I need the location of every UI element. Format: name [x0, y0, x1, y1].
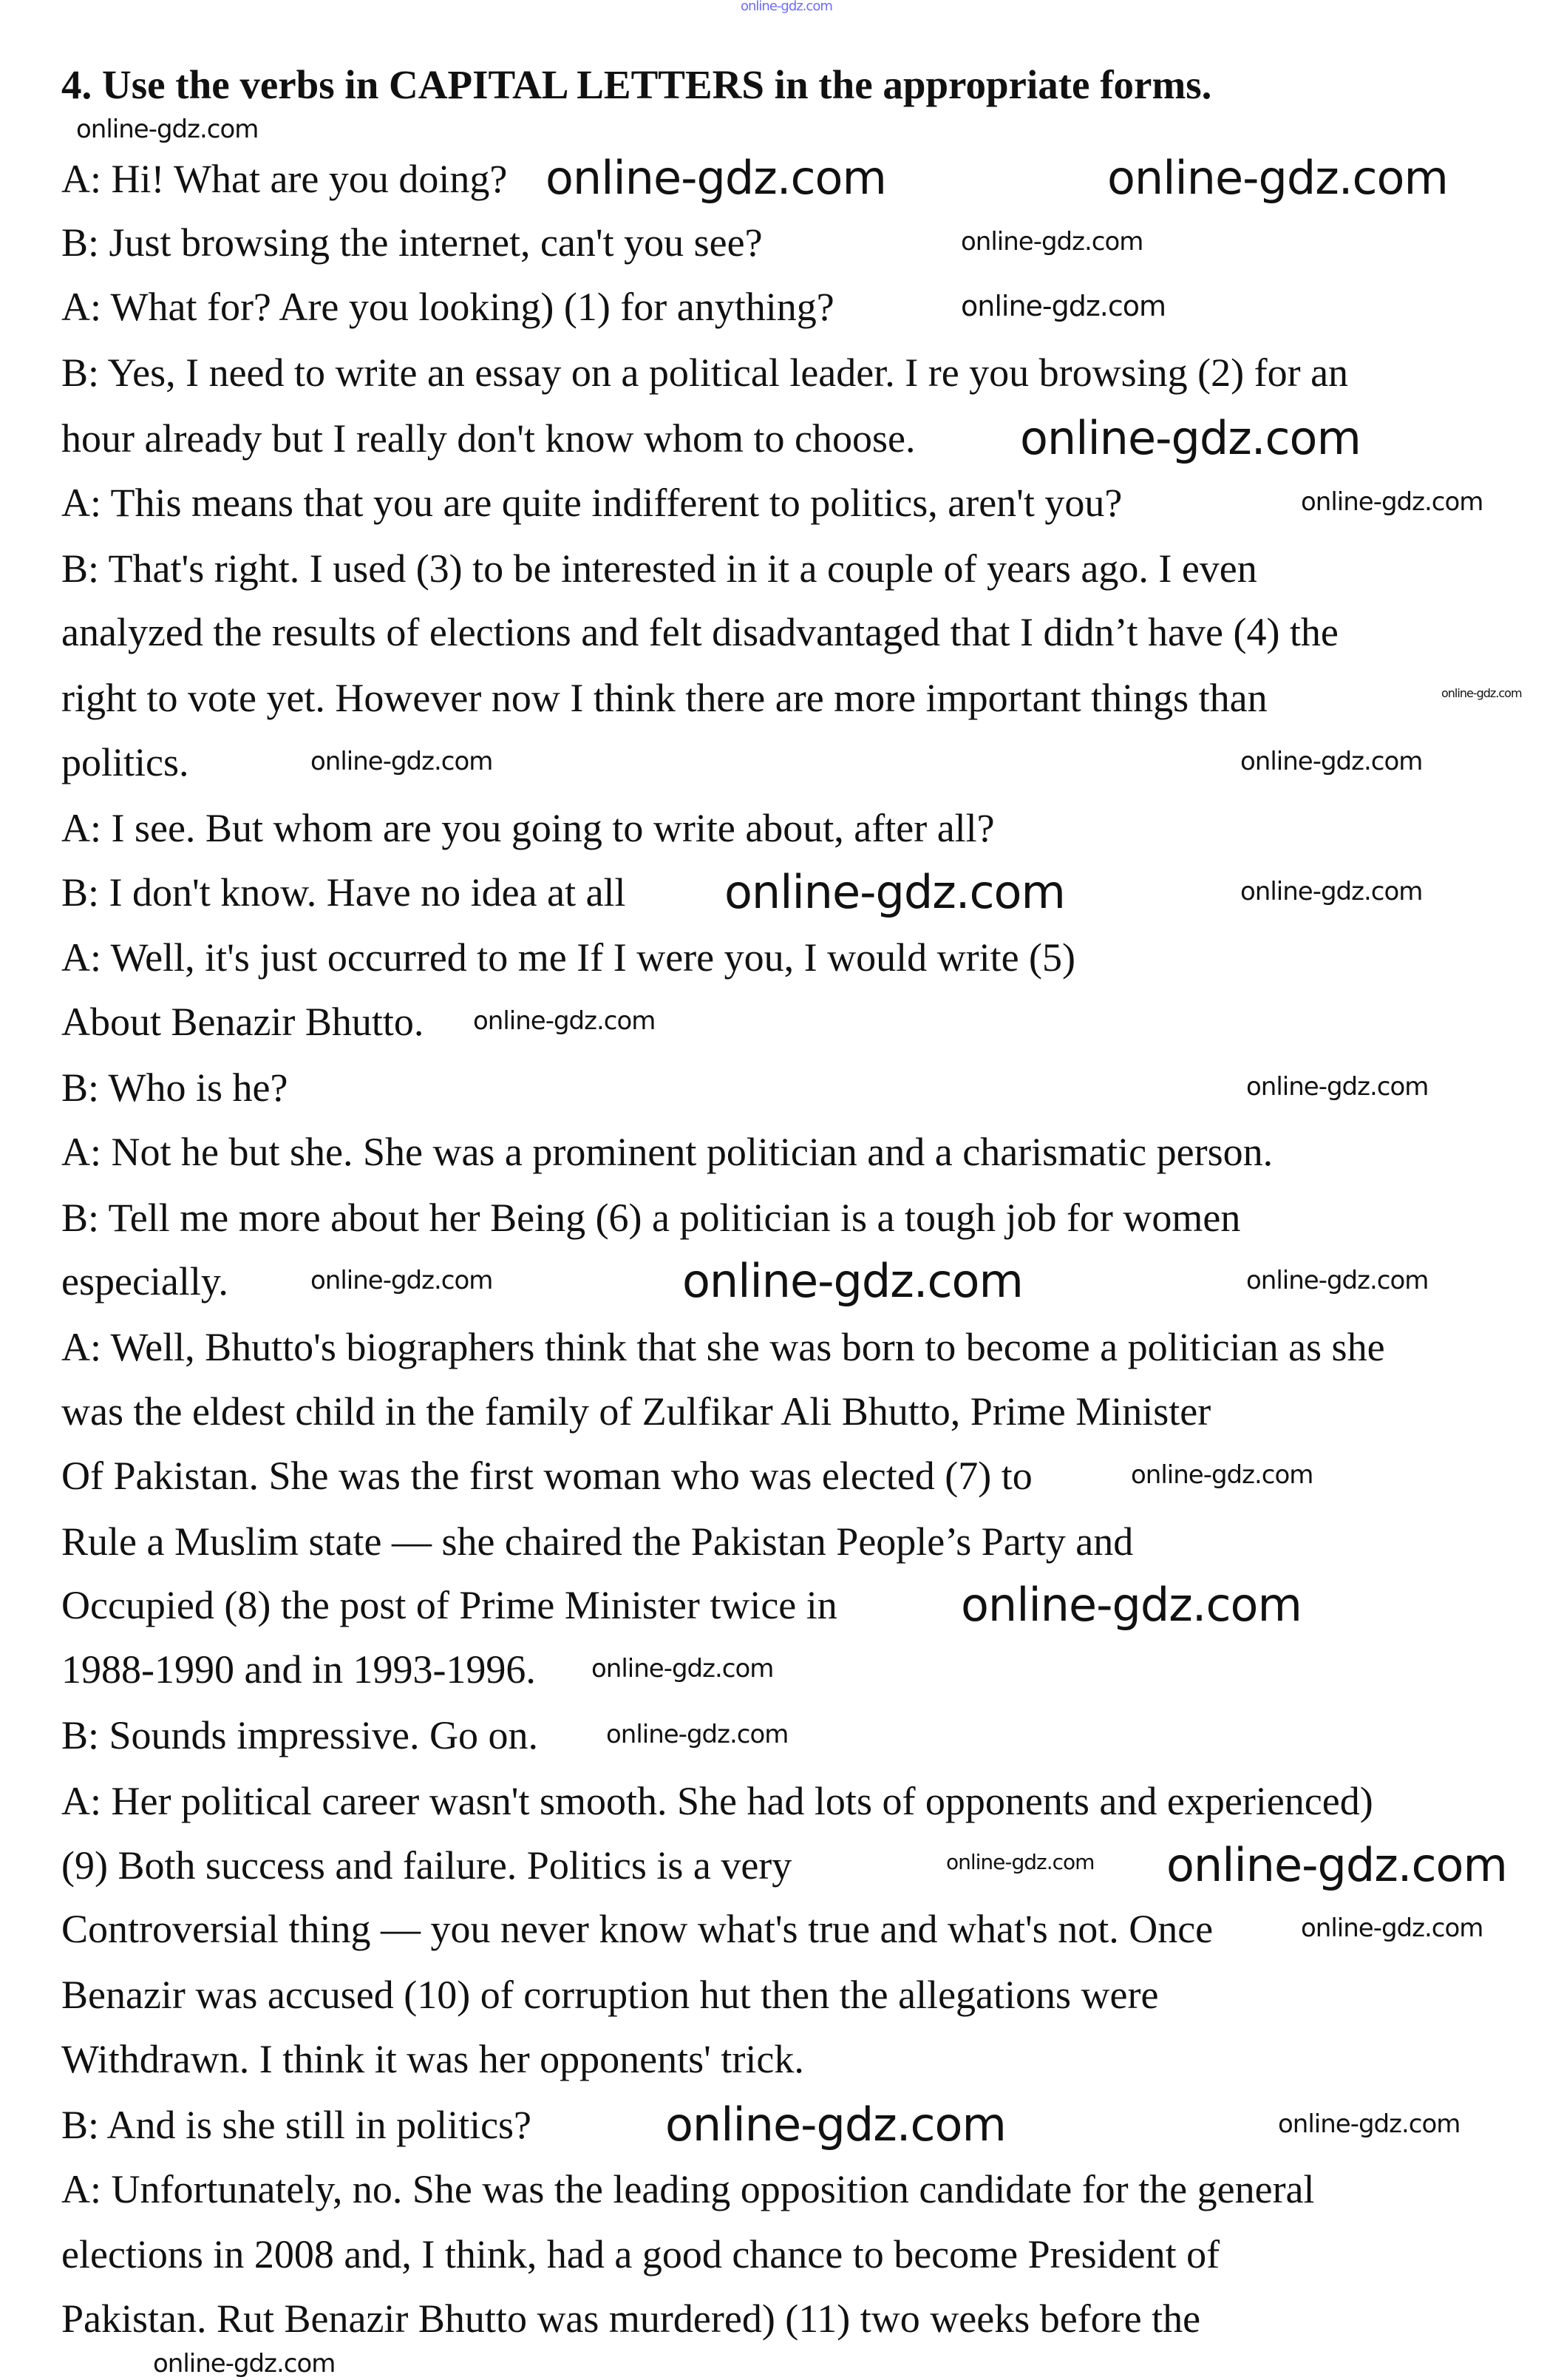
dialogue-line: A: Well, Bhutto's biographers think that she was born to become a politician as she — [61, 1325, 1385, 1369]
dialogue-line: analyzed the results of elections and felt disadvantaged that I didn’t have (4) the — [61, 610, 1339, 654]
dialogue-line: A: Hi! What are you doing? — [61, 157, 508, 201]
dialogue-line: B: Yes, I need to write an essay on a political leader. I re you browsing (2) for an — [61, 350, 1349, 395]
dialogue-line: Occupied (8) the post of Prime Minister twice in — [61, 1583, 837, 1627]
watermark: online-gdz.com — [591, 1654, 774, 1684]
dialogue-line: right to vote yet. However now I think there are more important things than — [61, 676, 1268, 720]
dialogue-line: politics. — [61, 740, 189, 784]
dialogue-line: About Benazir Bhutto. — [61, 1000, 424, 1044]
watermark: online-gdz.com — [961, 227, 1143, 257]
watermark: online-gdz.com — [946, 1850, 1095, 1874]
watermark: online-gdz.com — [1131, 1460, 1313, 1490]
dialogue-line: B: Just browsing the internet, can't you see? — [61, 220, 763, 265]
dialogue-line: B: I don't know. Have no idea at all — [61, 870, 626, 915]
watermark: online-gdz.com — [665, 2098, 1006, 2152]
dialogue-line: Withdrawn. I think it was her opponents' trick. — [61, 2037, 804, 2081]
dialogue-line: A: Well, it's just occurred to me If I were you, I would write (5) — [61, 935, 1076, 980]
watermark: online-gdz.com — [1301, 487, 1483, 517]
dialogue-line: B: Who is he? — [61, 1065, 288, 1110]
dialogue-line: A: This means that you are quite indifferent to politics, aren't you? — [61, 481, 1123, 525]
dialogue-line: B: Sounds impressive. Go on. — [61, 1713, 539, 1757]
watermark: online-gdz.com — [1240, 747, 1423, 776]
dialogue-line: Benazir was accused (10) of corruption hut then the allegations were — [61, 1973, 1159, 2017]
dialogue-line: Of Pakistan. She was the first woman who was elected (7) to — [61, 1454, 1033, 1498]
watermark: online-gdz.com — [1278, 2109, 1461, 2139]
dialogue-line: Rule a Muslim state — she chaired the Pakistan People’s Party and — [61, 1519, 1134, 1564]
watermark: online-gdz.com — [1441, 686, 1522, 700]
watermark: online-gdz.com — [606, 1720, 789, 1749]
dialogue-line: especially. — [61, 1259, 228, 1303]
watermark-top: online-gdz.com — [741, 0, 832, 14]
watermark: online-gdz.com — [1246, 1072, 1429, 1102]
dialogue-line: was the eldest child in the family of Zulfikar Ali Bhutto, Prime Minister — [61, 1389, 1211, 1434]
dialogue-line: A: I see. But whom are you going to write about, after all? — [61, 806, 995, 850]
dialogue-line: B: That's right. I used (3) to be interested in it a couple of years ago. I even — [61, 546, 1257, 591]
dialogue-line: hour already but I really don't know whom to choose. — [61, 416, 916, 461]
dialogue-line: (9) Both success and failure. Politics is a very — [61, 1843, 792, 1888]
dialogue-line: A: Not he but she. She was a prominent politician and a charismatic person. — [61, 1130, 1274, 1174]
dialogue-line: B: Tell me more about her Being (6) a politician is a tough job for women — [61, 1196, 1241, 1240]
dialogue-line: 1988-1990 and in 1993-1996. — [61, 1647, 536, 1692]
watermark: online-gdz.com — [1107, 151, 1448, 205]
watermark: online-gdz.com — [76, 115, 259, 144]
watermark: online-gdz.com — [310, 747, 493, 776]
dialogue-line: elections in 2008 and, I think, had a good chance to become President of — [61, 2232, 1220, 2276]
dialogue-line: B: And is she still in politics? — [61, 2103, 532, 2147]
watermark: online-gdz.com — [961, 1578, 1302, 1632]
watermark: online-gdz.com — [1166, 1838, 1507, 1892]
dialogue-line: A: What for? Are you looking) (1) for anything? — [61, 285, 834, 329]
watermark: online-gdz.com — [1301, 1913, 1483, 1943]
dialogue-line: A: Her political career wasn't smooth. She had lots of opponents and experienced) — [61, 1779, 1373, 1823]
watermark: online-gdz.com — [153, 2349, 336, 2379]
watermark: online-gdz.com — [473, 1006, 656, 1036]
dialogue-line: A: Unfortunately, no. She was the leading opposition candidate for the general — [61, 2167, 1315, 2211]
watermark: online-gdz.com — [545, 151, 886, 205]
watermark: online-gdz.com — [961, 290, 1166, 322]
watermark: online-gdz.com — [724, 865, 1065, 919]
dialogue-line: Controversial thing — you never know what's true and what's not. Once — [61, 1907, 1214, 1951]
exercise-title: 4. Use the verbs in CAPITAL LETTERS in the appropriate forms. — [61, 62, 1212, 107]
dialogue-line: Pakistan. Rut Benazir Bhutto was murdered) (11) two weeks before the — [61, 2296, 1201, 2341]
watermark: online-gdz.com — [1240, 877, 1423, 906]
watermark: online-gdz.com — [1020, 411, 1361, 465]
watermark: online-gdz.com — [682, 1254, 1023, 1308]
watermark: online-gdz.com — [1246, 1266, 1429, 1295]
watermark: online-gdz.com — [310, 1266, 493, 1295]
